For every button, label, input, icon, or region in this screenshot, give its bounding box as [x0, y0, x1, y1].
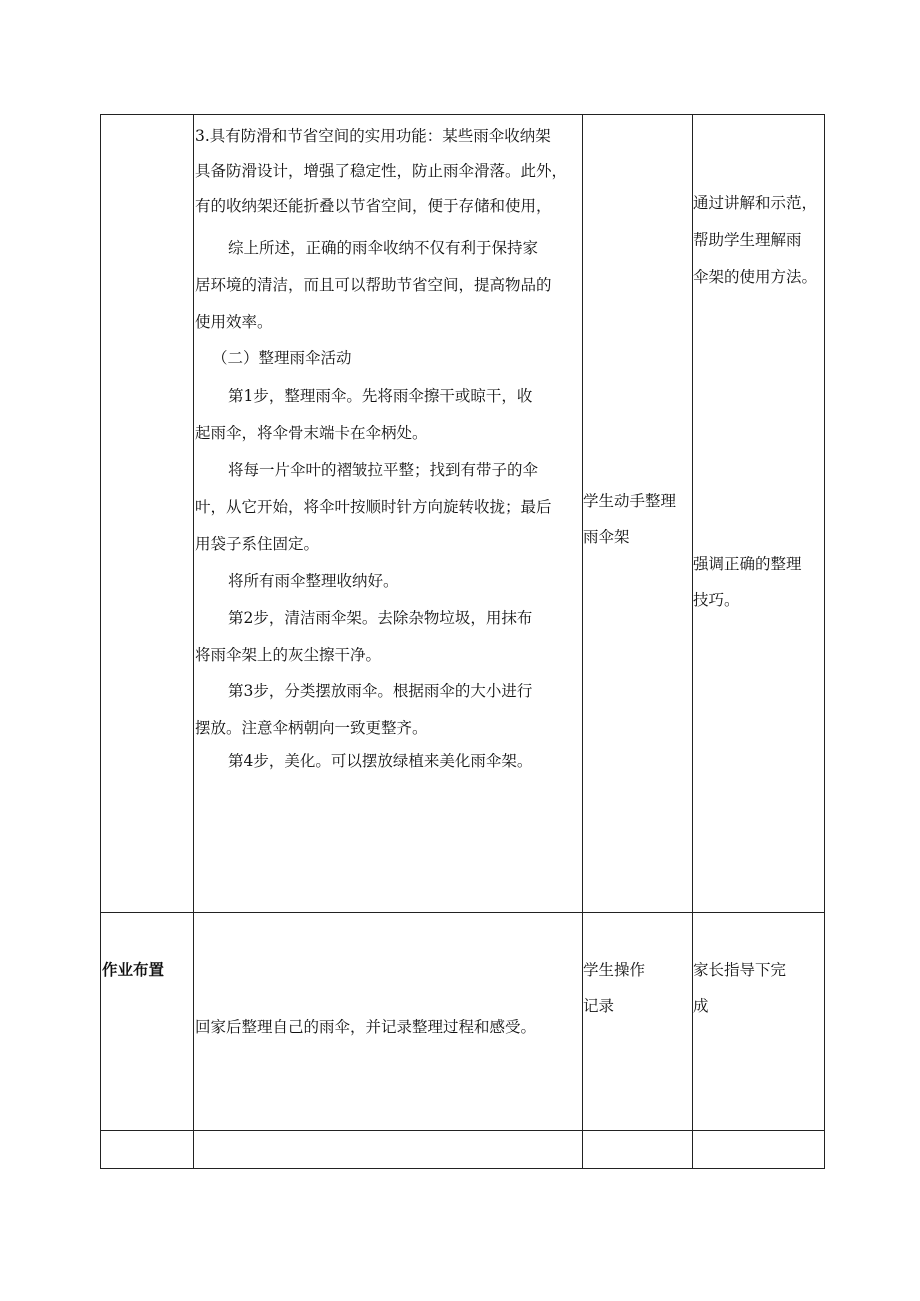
- table-row-activity: [101, 115, 825, 913]
- student-activity-text: [583, 491, 692, 547]
- design-intent-cell: [693, 115, 825, 913]
- row-label: 作业布置: [102, 960, 165, 979]
- content-line: 第1步，整理雨伞。先将雨伞擦干或晾干，收: [228, 387, 533, 405]
- paragraph-fold: [195, 460, 582, 571]
- text-line: 记录: [583, 996, 615, 1015]
- content-line: 起雨伞，将伞骨末端卡在伞柄处。: [195, 424, 428, 442]
- text-line: 帮助学生理解雨: [693, 231, 802, 249]
- paragraph-step1: [195, 386, 582, 460]
- empty-cell: [194, 1130, 583, 1168]
- content-line: 用袋子系住固定。: [195, 535, 320, 553]
- text-line: 通过讲解和示范，: [693, 194, 818, 212]
- paragraph-summary: [195, 238, 582, 349]
- section-heading: [195, 348, 582, 368]
- paragraph-step3: [195, 681, 582, 755]
- content-line: 回家后整理自己的雨伞，并记录整理过程和感受。: [195, 1017, 537, 1036]
- content-line: 3.具有防滑和节省空间的实用功能：某些雨伞收纳架: [195, 127, 551, 145]
- homework-content: [195, 1017, 582, 1037]
- empty-cell: [583, 1130, 693, 1168]
- content-line: 居环境的清洁，而且可以帮助节省空间，提高物品的: [195, 276, 552, 294]
- content-line: 有的收纳架还能折叠以节省空间，便于存储和使用，: [195, 197, 552, 215]
- content-cell: [194, 912, 583, 1130]
- student-activity-cell: [583, 912, 693, 1130]
- content-line: 第3步，分类摆放雨伞。根据雨伞的大小进行: [228, 682, 533, 700]
- student-activity-cell: [583, 115, 693, 913]
- section-title: （二）整理雨伞活动: [212, 349, 352, 367]
- design-intent-text-1: [693, 193, 824, 287]
- content-line: 将每一片伞叶的褶皱拉平整；找到有带子的伞: [228, 461, 539, 479]
- content-line: 使用效率。: [195, 313, 273, 331]
- row-label-cell: [101, 912, 194, 1130]
- text-line: 技巧。: [693, 591, 740, 609]
- design-intent-text: [693, 960, 824, 1016]
- paragraph-store: [195, 571, 582, 591]
- content-cell: [194, 115, 583, 913]
- content-line: 具备防滑设计，增强了稳定性，防止雨伞滑落。此外，: [195, 162, 568, 180]
- content-line: 综上所述，正确的雨伞收纳不仅有利于保持家: [228, 239, 539, 257]
- paragraph-function: [195, 126, 582, 231]
- text-line: 成: [693, 996, 709, 1015]
- content-line: 摆放。注意伞柄朝向一致更整齐。: [195, 719, 428, 737]
- homework-label-wrap: [102, 960, 193, 980]
- design-intent-text-2: [693, 554, 824, 610]
- table-row-homework: [101, 912, 825, 1130]
- text-line: 伞架的使用方法。: [693, 268, 818, 286]
- student-activity-text: [583, 960, 692, 1016]
- empty-cell: [101, 1130, 194, 1168]
- text-line: 家长指导下完: [693, 960, 787, 979]
- table-row-empty: [101, 1130, 825, 1168]
- paragraph-step4: [195, 751, 582, 771]
- text-line: 学生动手整理: [583, 492, 677, 510]
- lesson-plan-table: [100, 114, 825, 1169]
- text-line: 强调正确的整理: [693, 555, 802, 573]
- content-line: 第2步，清洁雨伞架。去除杂物垃圾，用抹布: [228, 609, 533, 627]
- content-line: 叶，从它开始，将伞叶按顺时针方向旋转收拢；最后: [195, 498, 552, 516]
- paragraph-step2: [195, 608, 582, 682]
- text-line: 学生操作: [583, 960, 646, 979]
- content-line: 将雨伞架上的灰尘擦干净。: [195, 646, 382, 664]
- row-label-cell: [101, 115, 194, 913]
- content-line: 第4步，美化。可以摆放绿植来美化雨伞架。: [228, 752, 533, 770]
- text-line: 雨伞架: [583, 528, 630, 546]
- content-line: 将所有雨伞整理收纳好。: [228, 572, 399, 590]
- empty-cell: [693, 1130, 825, 1168]
- design-intent-cell: [693, 912, 825, 1130]
